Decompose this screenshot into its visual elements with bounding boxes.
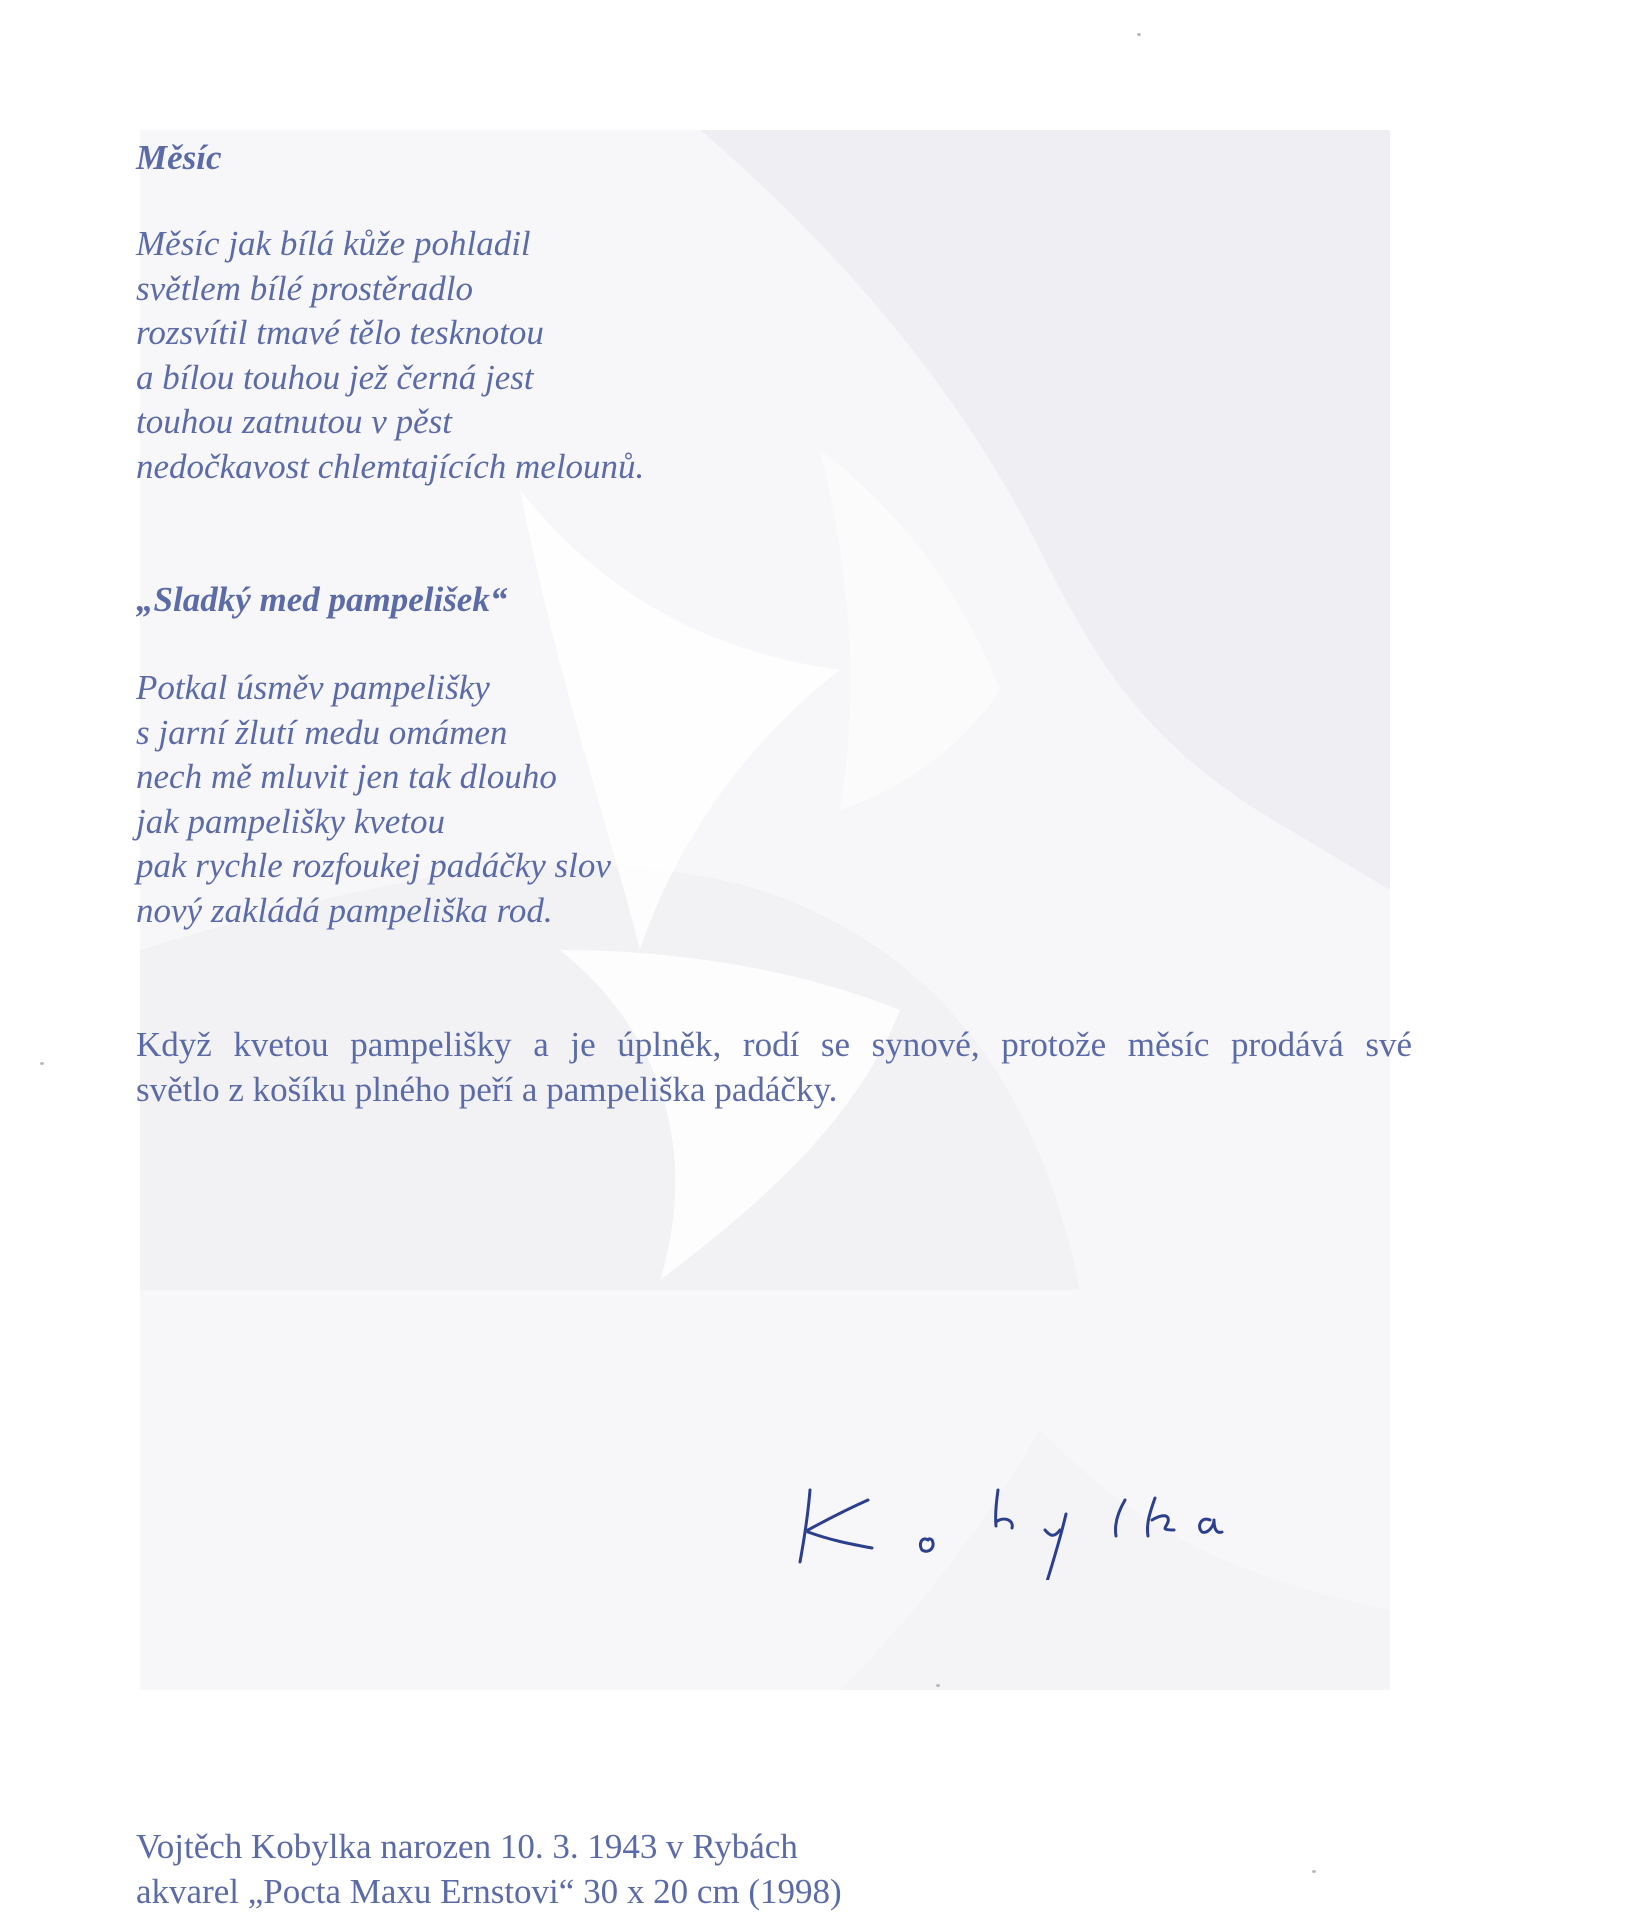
prose-line: Když kvetou pampelišky a je úplněk, rodí se synové, protože měsíc prodává své: [136, 1025, 1412, 1064]
poem-line: s jarní žlutí medu omámen: [136, 712, 508, 752]
poem-title-sladky-med: „Sladký med pampelišek“: [136, 580, 508, 619]
poem-line: rozsvítil tmavé tělo tesknotou: [136, 313, 544, 352]
poem-line: Potkal úsměv pampelišky: [136, 668, 490, 707]
paper-speck: [1137, 33, 1141, 36]
paper-speck: [1312, 1870, 1316, 1873]
poem-title-mesic: Měsíc: [136, 138, 222, 177]
handwritten-signature: [790, 1470, 1310, 1580]
artwork-line: akvarel „Pocta Maxu Ernstovi“ 30 x 20 cm (1998): [136, 1872, 842, 1911]
poem-line: pak rychle rozfoukej padáčky slov: [136, 846, 611, 885]
poem-line: jak pampelišky kvetou: [136, 801, 446, 841]
author-birth-line: Vojtěch Kobylka narozen 10. 3. 1943 v Rybách: [136, 1827, 798, 1866]
prose-paragraph: [136, 1022, 1412, 1112]
poem-line: Měsíc jak bílá kůže pohladil: [136, 224, 531, 263]
poem-line: a bílou touhou jež černá jest: [136, 357, 534, 397]
paper-speck: [40, 1062, 44, 1065]
poem-mesic-stanza: [136, 222, 644, 489]
author-caption: [136, 1824, 842, 1914]
poem-sladky-med-stanza: [136, 666, 611, 933]
prose-line: světlo z košíku plného peří a pampeliška padáčky.: [136, 1070, 838, 1109]
poem-line: nový zakládá pampeliška rod.: [136, 890, 553, 930]
poem-line: touhou zatnutou v pěst: [136, 402, 452, 441]
poem-line: nech mě mluvit jen tak dlouho: [136, 757, 557, 796]
paper-speck: [936, 1684, 940, 1687]
poem-line: nedočkavost chlemtajících melounů.: [136, 446, 645, 486]
poem-line: světlem bílé prostěradlo: [136, 268, 473, 308]
